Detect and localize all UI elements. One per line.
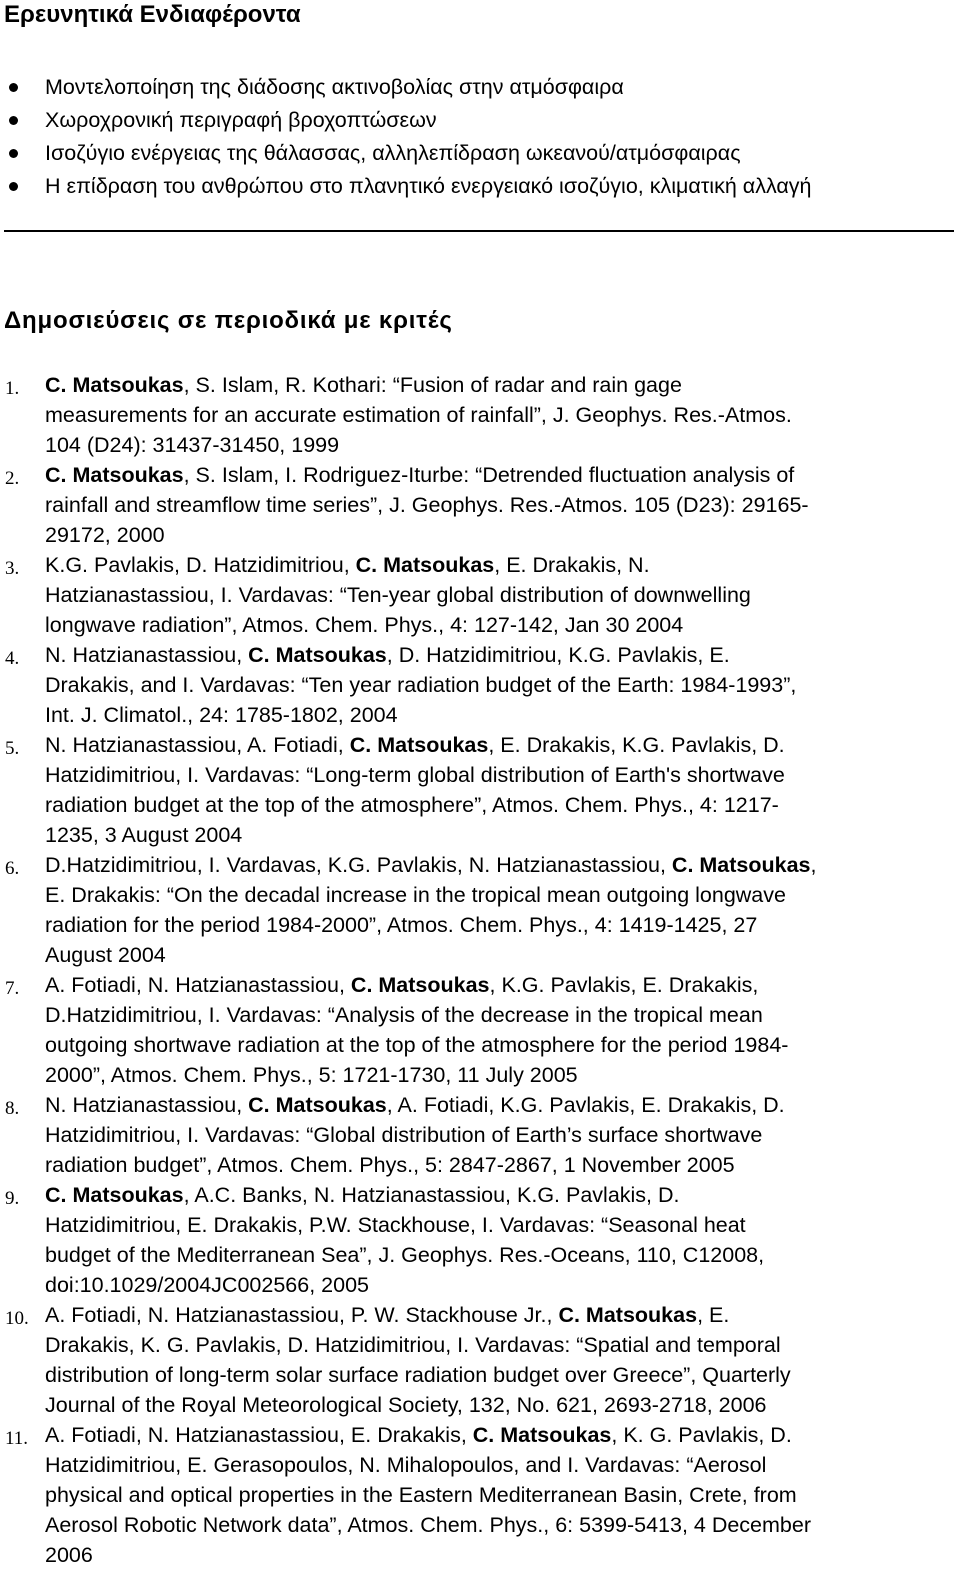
list-item-text: Μοντελοποίηση της διάδοσης ακτινοβολίας στην ατμόσφαιρα [45, 75, 624, 99]
citation-text: August 2004 [45, 943, 166, 967]
citation-line [45, 1180, 950, 1210]
citation-text: , A.C. Banks, N. Hatzianastassiou, K.G. Pavlakis, D. [183, 1183, 680, 1207]
citation-text: Drakakis, K. G. Pavlakis, D. Hatzidimitriou, I. Vardavas: “Spatial and temporal [45, 1333, 781, 1357]
citation-text: K.G. Pavlakis, D. Hatzidimitriou, [45, 553, 356, 577]
publication-item [0, 1090, 950, 1180]
citation-line [45, 1120, 950, 1150]
citation-text: radiation for the period 1984-2000”, Atmos. Chem. Phys., 4: 1419-1425, 27 [45, 913, 758, 937]
citation-text: N. Hatzianastassiou, [45, 1093, 249, 1117]
publication-number: 8. [5, 1098, 20, 1119]
publication-item [0, 370, 950, 460]
citation-text: Drakakis, and I. Vardavas: “Ten year radiation budget of the Earth: 1984-1993”, [45, 673, 797, 697]
publication-number: 11. [5, 1428, 29, 1449]
highlighted-author: C. Matsoukas [355, 553, 495, 577]
citation-text: physical and optical properties in the Eastern Mediterranean Basin, Crete, from [45, 1483, 797, 1507]
citation-line [45, 1270, 950, 1300]
citation-text: , E. [697, 1303, 730, 1327]
citation-line [45, 790, 950, 820]
publication-citation [45, 970, 950, 1090]
bullet-icon [9, 116, 18, 125]
list-item-text: Η επίδραση του ανθρώπου στο πλανητικό ενεργειακό ισοζύγιο, κλιματική αλλαγή [45, 174, 812, 198]
citation-line [45, 400, 950, 430]
citation-text: A. Fotiadi, N. Hatzianastassiou, E. Drakakis, [45, 1423, 473, 1447]
citation-text: outgoing shortwave radiation at the top of the atmosphere for the period 1984- [45, 1033, 789, 1057]
highlighted-author: C. Matsoukas [248, 1093, 387, 1117]
citation-text: measurements for an accurate estimation of rainfall”, J. Geophys. Res.-Atmos. [45, 403, 792, 427]
citation-text: , K. G. Pavlakis, D. [611, 1423, 792, 1447]
citation-text: , A. Fotiadi, K.G. Pavlakis, E. Drakakis, D. [386, 1093, 785, 1117]
citation-line [45, 940, 950, 970]
citation-text: , E. Drakakis, N. [494, 553, 650, 577]
list-item [0, 171, 960, 204]
highlighted-author: C. Matsoukas [671, 853, 811, 877]
citation-text: D.Hatzidimitriou, I. Vardavas, K.G. Pavlakis, N. Hatzianastassiou, [45, 853, 672, 877]
citation-line [45, 1300, 950, 1330]
citation-line [45, 1330, 950, 1360]
publication-number: 1. [5, 378, 20, 399]
citation-text: Hatzidimitriou, I. Vardavas: “Long-term global distribution of Earth's shortwave [45, 763, 785, 787]
publication-citation [45, 730, 950, 850]
publication-item [0, 550, 950, 640]
citation-text: A. Fotiadi, N. Hatzianastassiou, P. W. Stackhouse Jr., [45, 1303, 559, 1327]
citation-text: N. Hatzianastassiou, A. Fotiadi, [45, 733, 350, 757]
citation-line [45, 550, 950, 580]
publication-item [0, 730, 950, 850]
citation-text: rainfall and streamflow time series”, J. Geophys. Res.-Atmos. 105 (D23): 29165- [45, 493, 809, 517]
list-item [0, 72, 960, 105]
research-interests-list [0, 72, 960, 204]
citation-text: budget of the Mediterranean Sea”, J. Geophys. Res.-Oceans, 110, C12008, [45, 1243, 765, 1267]
citation-text: E. Drakakis: “On the decadal increase in the tropical mean outgoing longwave [45, 883, 786, 907]
publication-item [0, 460, 950, 550]
bullet-icon [9, 83, 18, 92]
citation-line [45, 610, 950, 640]
highlighted-author: C. Matsoukas [45, 373, 184, 397]
citation-line [45, 1030, 950, 1060]
citation-line [45, 820, 950, 850]
citation-text: radiation budget at the top of the atmosphere”, Atmos. Chem. Phys., 4: 1217- [45, 793, 779, 817]
citation-line [45, 430, 950, 460]
highlighted-author: C. Matsoukas [349, 733, 489, 757]
citation-line [45, 850, 950, 880]
highlighted-author: C. Matsoukas [350, 973, 490, 997]
citation-line [45, 1450, 950, 1480]
publication-item [0, 1420, 950, 1570]
publication-citation [45, 1090, 950, 1180]
citation-text: distribution of long-term solar surface radiation budget over Greece”, Quarterly [45, 1363, 791, 1387]
citation-line [45, 490, 950, 520]
citation-text: Hatzidimitriou, I. Vardavas: “Global distribution of Earth’s surface shortwave [45, 1123, 763, 1147]
publication-number: 5. [5, 738, 20, 759]
citation-line [45, 1480, 950, 1510]
publication-item [0, 1180, 950, 1300]
section-divider [4, 230, 954, 232]
citation-line [45, 1540, 950, 1570]
citation-text: , K.G. Pavlakis, E. Drakakis, [489, 973, 759, 997]
list-item-text: Ισοζύγιο ενέργειας της θάλασσας, αλληλεπίδραση ωκεανού/ατμόσφαιρας [45, 141, 741, 165]
citation-line [45, 1420, 950, 1450]
citation-line [45, 640, 950, 670]
bullet-icon [9, 182, 18, 191]
citation-line [45, 580, 950, 610]
publication-citation [45, 1300, 950, 1420]
citation-line [45, 880, 950, 910]
publication-number: 7. [5, 978, 20, 999]
publication-number: 2. [5, 468, 20, 489]
publication-number: 6. [5, 858, 20, 879]
research-interests-heading: Ερευνητικά Ενδιαφέροντα [4, 1, 301, 28]
publication-citation [45, 850, 950, 970]
publication-item [0, 850, 950, 970]
publication-citation [45, 460, 950, 550]
citation-text: Hatzidimitriou, E. Gerasopoulos, N. Mihalopoulos, and I. Vardavas: “Aerosol [45, 1453, 767, 1477]
publication-number: 4. [5, 648, 20, 669]
publication-item [0, 640, 950, 730]
citation-text: N. Hatzianastassiou, [45, 643, 249, 667]
publication-citation [45, 1180, 950, 1300]
citation-line [45, 1150, 950, 1180]
citation-text: radiation budget”, Atmos. Chem. Phys., 5: 2847-2867, 1 November 2005 [45, 1153, 735, 1177]
citation-text: Journal of the Royal Meteorological Society, 132, No. 621, 2693-2718, 2006 [45, 1393, 767, 1417]
citation-text: , D. Hatzidimitriou, K.G. Pavlakis, E. [386, 643, 730, 667]
citation-line [45, 1510, 950, 1540]
publication-item [0, 970, 950, 1090]
list-item [0, 105, 960, 138]
publication-citation [45, 370, 950, 460]
citation-line [45, 700, 950, 730]
citation-text: , E. Drakakis, K.G. Pavlakis, D. [488, 733, 785, 757]
citation-text: 29172, 2000 [45, 523, 165, 547]
citation-line [45, 670, 950, 700]
citation-text: Hatzidimitriou, E. Drakakis, P.W. Stackhouse, I. Vardavas: “Seasonal heat [45, 1213, 746, 1237]
publication-number: 10. [5, 1308, 29, 1329]
citation-text: Int. J. Climatol., 24: 1785-1802, 2004 [45, 703, 398, 727]
publication-citation [45, 640, 950, 730]
citation-line [45, 370, 950, 400]
citation-text: 1235, 3 August 2004 [45, 823, 243, 847]
citation-line [45, 910, 950, 940]
citation-line [45, 1240, 950, 1270]
highlighted-author: C. Matsoukas [558, 1303, 698, 1327]
citation-line [45, 460, 950, 490]
citation-text: , S. Islam, I. Rodriguez-Iturbe: “Detrended fluctuation analysis of [183, 463, 795, 487]
list-item-text: Χωροχρονική περιγραφή βροχοπτώσεων [45, 108, 437, 132]
citation-line [45, 1210, 950, 1240]
citation-text: Hatzianastassiou, I. Vardavas: “Ten-year global distribution of downwelling [45, 583, 751, 607]
highlighted-author: C. Matsoukas [248, 643, 387, 667]
citation-text: 104 (D24): 31437-31450, 1999 [45, 433, 340, 457]
list-item [0, 138, 960, 171]
highlighted-author: C. Matsoukas [45, 1183, 184, 1207]
highlighted-author: C. Matsoukas [45, 463, 184, 487]
publication-number: 3. [5, 558, 20, 579]
citation-text: , [810, 853, 817, 877]
bullet-icon [9, 149, 18, 158]
publication-number: 9. [5, 1188, 20, 1209]
highlighted-author: C. Matsoukas [472, 1423, 612, 1447]
publications-list [0, 370, 960, 1570]
citation-line [45, 970, 950, 1000]
publication-citation [45, 1420, 950, 1570]
citation-line [45, 1360, 950, 1390]
citation-text: 2006 [45, 1543, 93, 1567]
publication-citation [45, 550, 950, 640]
citation-line [45, 1390, 950, 1420]
publications-heading: Δημοσιεύσεις σε περιοδικά με κριτές [4, 307, 453, 334]
citation-text: D.Hatzidimitriou, I. Vardavas: “Analysis of the decrease in the tropical mean [45, 1003, 763, 1027]
citation-text: , S. Islam, R. Kothari: “Fusion of radar and rain gage [183, 373, 682, 397]
citation-line [45, 730, 950, 760]
citation-line [45, 1090, 950, 1120]
citation-text: 2000”, Atmos. Chem. Phys., 5: 1721-1730, 11 July 2005 [45, 1063, 578, 1087]
citation-text: Aerosol Robotic Network data”, Atmos. Chem. Phys., 6: 5399-5413, 4 December [45, 1513, 812, 1537]
citation-line [45, 1000, 950, 1030]
citation-line [45, 520, 950, 550]
publication-item [0, 1300, 950, 1420]
citation-line [45, 760, 950, 790]
citation-line [45, 1060, 950, 1090]
citation-text: A. Fotiadi, N. Hatzianastassiou, [45, 973, 351, 997]
citation-text: doi:10.1029/2004JC002566, 2005 [45, 1273, 369, 1297]
citation-text: longwave radiation”, Atmos. Chem. Phys., 4: 127-142, Jan 30 2004 [45, 613, 684, 637]
